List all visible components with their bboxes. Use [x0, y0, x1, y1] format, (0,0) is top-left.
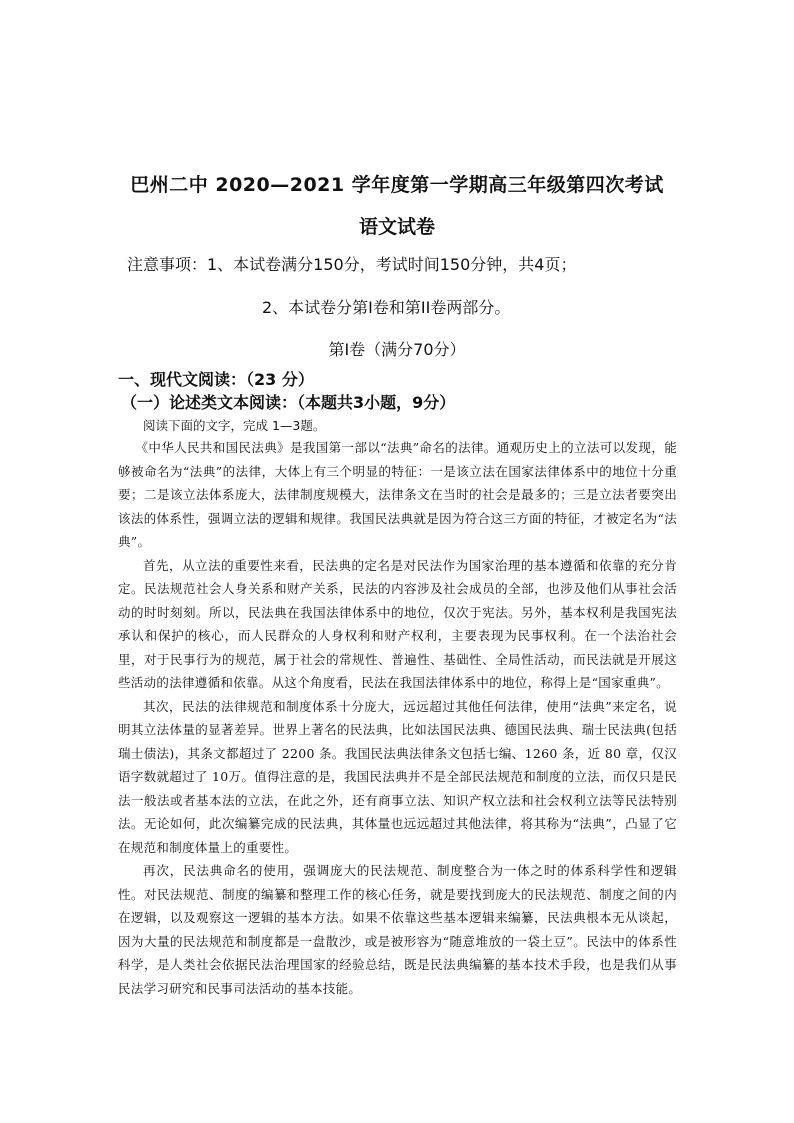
section-heading-reading: 一、现代文阅读：（23 分） — [118, 370, 314, 389]
notice-line-2: 2、本试卷分第I卷和第II卷两部分。 — [262, 298, 511, 317]
passage-paragraph: 《中华人民共和国民法典》是我国第一部以“法典”命名的法律。通观历史上的立法可以发现，能够被命名为“法典”的法律，大体上有三个明显的特征：一是该立法在国家法律体系中的地位十分重要；二是该立法体系庞大，法律制度规模大，法律条文在当时的社会是最多的；三是立法者要突出该法的体系性，强调立法的逻辑和规律。我国民法典就是因为符合这三方面的特征，才被定名为“法典”。 — [118, 440, 677, 549]
reading-instruction: 阅读下面的文字，完成 1—3题。 — [143, 418, 326, 433]
section-heading-argumentative: （一）论述类文本阅读：（本题共3小题，9分） — [121, 393, 456, 412]
reading-passage — [118, 436, 677, 1000]
subject-title: 语文试卷 — [358, 216, 435, 238]
passage-paragraph: 其次，民法的法律规范和制度体系十分庞大，远远超过其他任何法律，使用“法典”来定名，说明其立法体量的显著差异。世界上著名的民法典，比如法国民法典、德国民法典、瑞士民法典(包括瑞士债法)，其条文都超过了 2200 条。我国民法典法律条文包括七编、1260 条，近 80 章，仅汉语字数就超过了 10万。值得注意的是，我国民法典并不是全部民法规范和制度的立法，而仅只是民法一般法或者基本法的立法，在此之外，还有商事立法、知识产权立法和社会权利立法等民法特别法。无论如何，此次编纂完成的民法典，其体量也远远超过其他法律，将其称为“法典”，凸显了它在规范和制度体量上的重要性。 — [118, 698, 678, 855]
exam-title: 巴州二中 2020—2021 学年度第一学期高三年级第四次考试 — [130, 174, 664, 196]
passage-paragraph: 再次，民法典命名的使用，强调庞大的民法规范、制度整合为一体之时的体系科学性和逻辑性。对民法规范、制度的编纂和整理工作的核心任务，就是要找到庞大的民法规范、制度之间的内在逻辑，以及观察这一逻辑的基本方法。如果不依靠这些基本逻辑来编纂，民法典根本无从谈起，因为大量的民法规范和制度都是一盘散沙，或是被形容为“随意堆放的一袋土豆”。民法中的体系性科学，是人类社会依据民法治理国家的经验总结，既是民法典编纂的基本技术手段，也是我们从事民法学习研究和民事司法活动的基本技能。 — [118, 863, 677, 996]
passage-paragraph: 首先，从立法的重要性来看，民法典的定名是对民法作为国家治理的基本遵循和依靠的充分肯定。民法规范社会人身关系和财产关系，民法的内容涉及社会成员的全部，也涉及他们从事社会活动的时时刻刻。所以，民法典在我国法律体系中的地位，仅次于宪法。另外，基本权利是我国宪法承认和保护的核心，而人民群众的人身权利和财产权利，主要表现为民事权利。在一个法治社会里，对于民事行为的规范，属于社会的常规性、普遍性、基础性、全局性活动，而民法就是开展这些活动的法律遵循和依靠。从这个角度看，民法在我国法律体系中的地位，称得上是“国家重典”。 — [118, 557, 677, 690]
volume-heading: 第Ⅰ卷（满分70分） — [328, 340, 466, 359]
notice-line-1: 注意事项：1、本试卷满分150分，考试时间150分钟，共4页； — [127, 255, 577, 274]
